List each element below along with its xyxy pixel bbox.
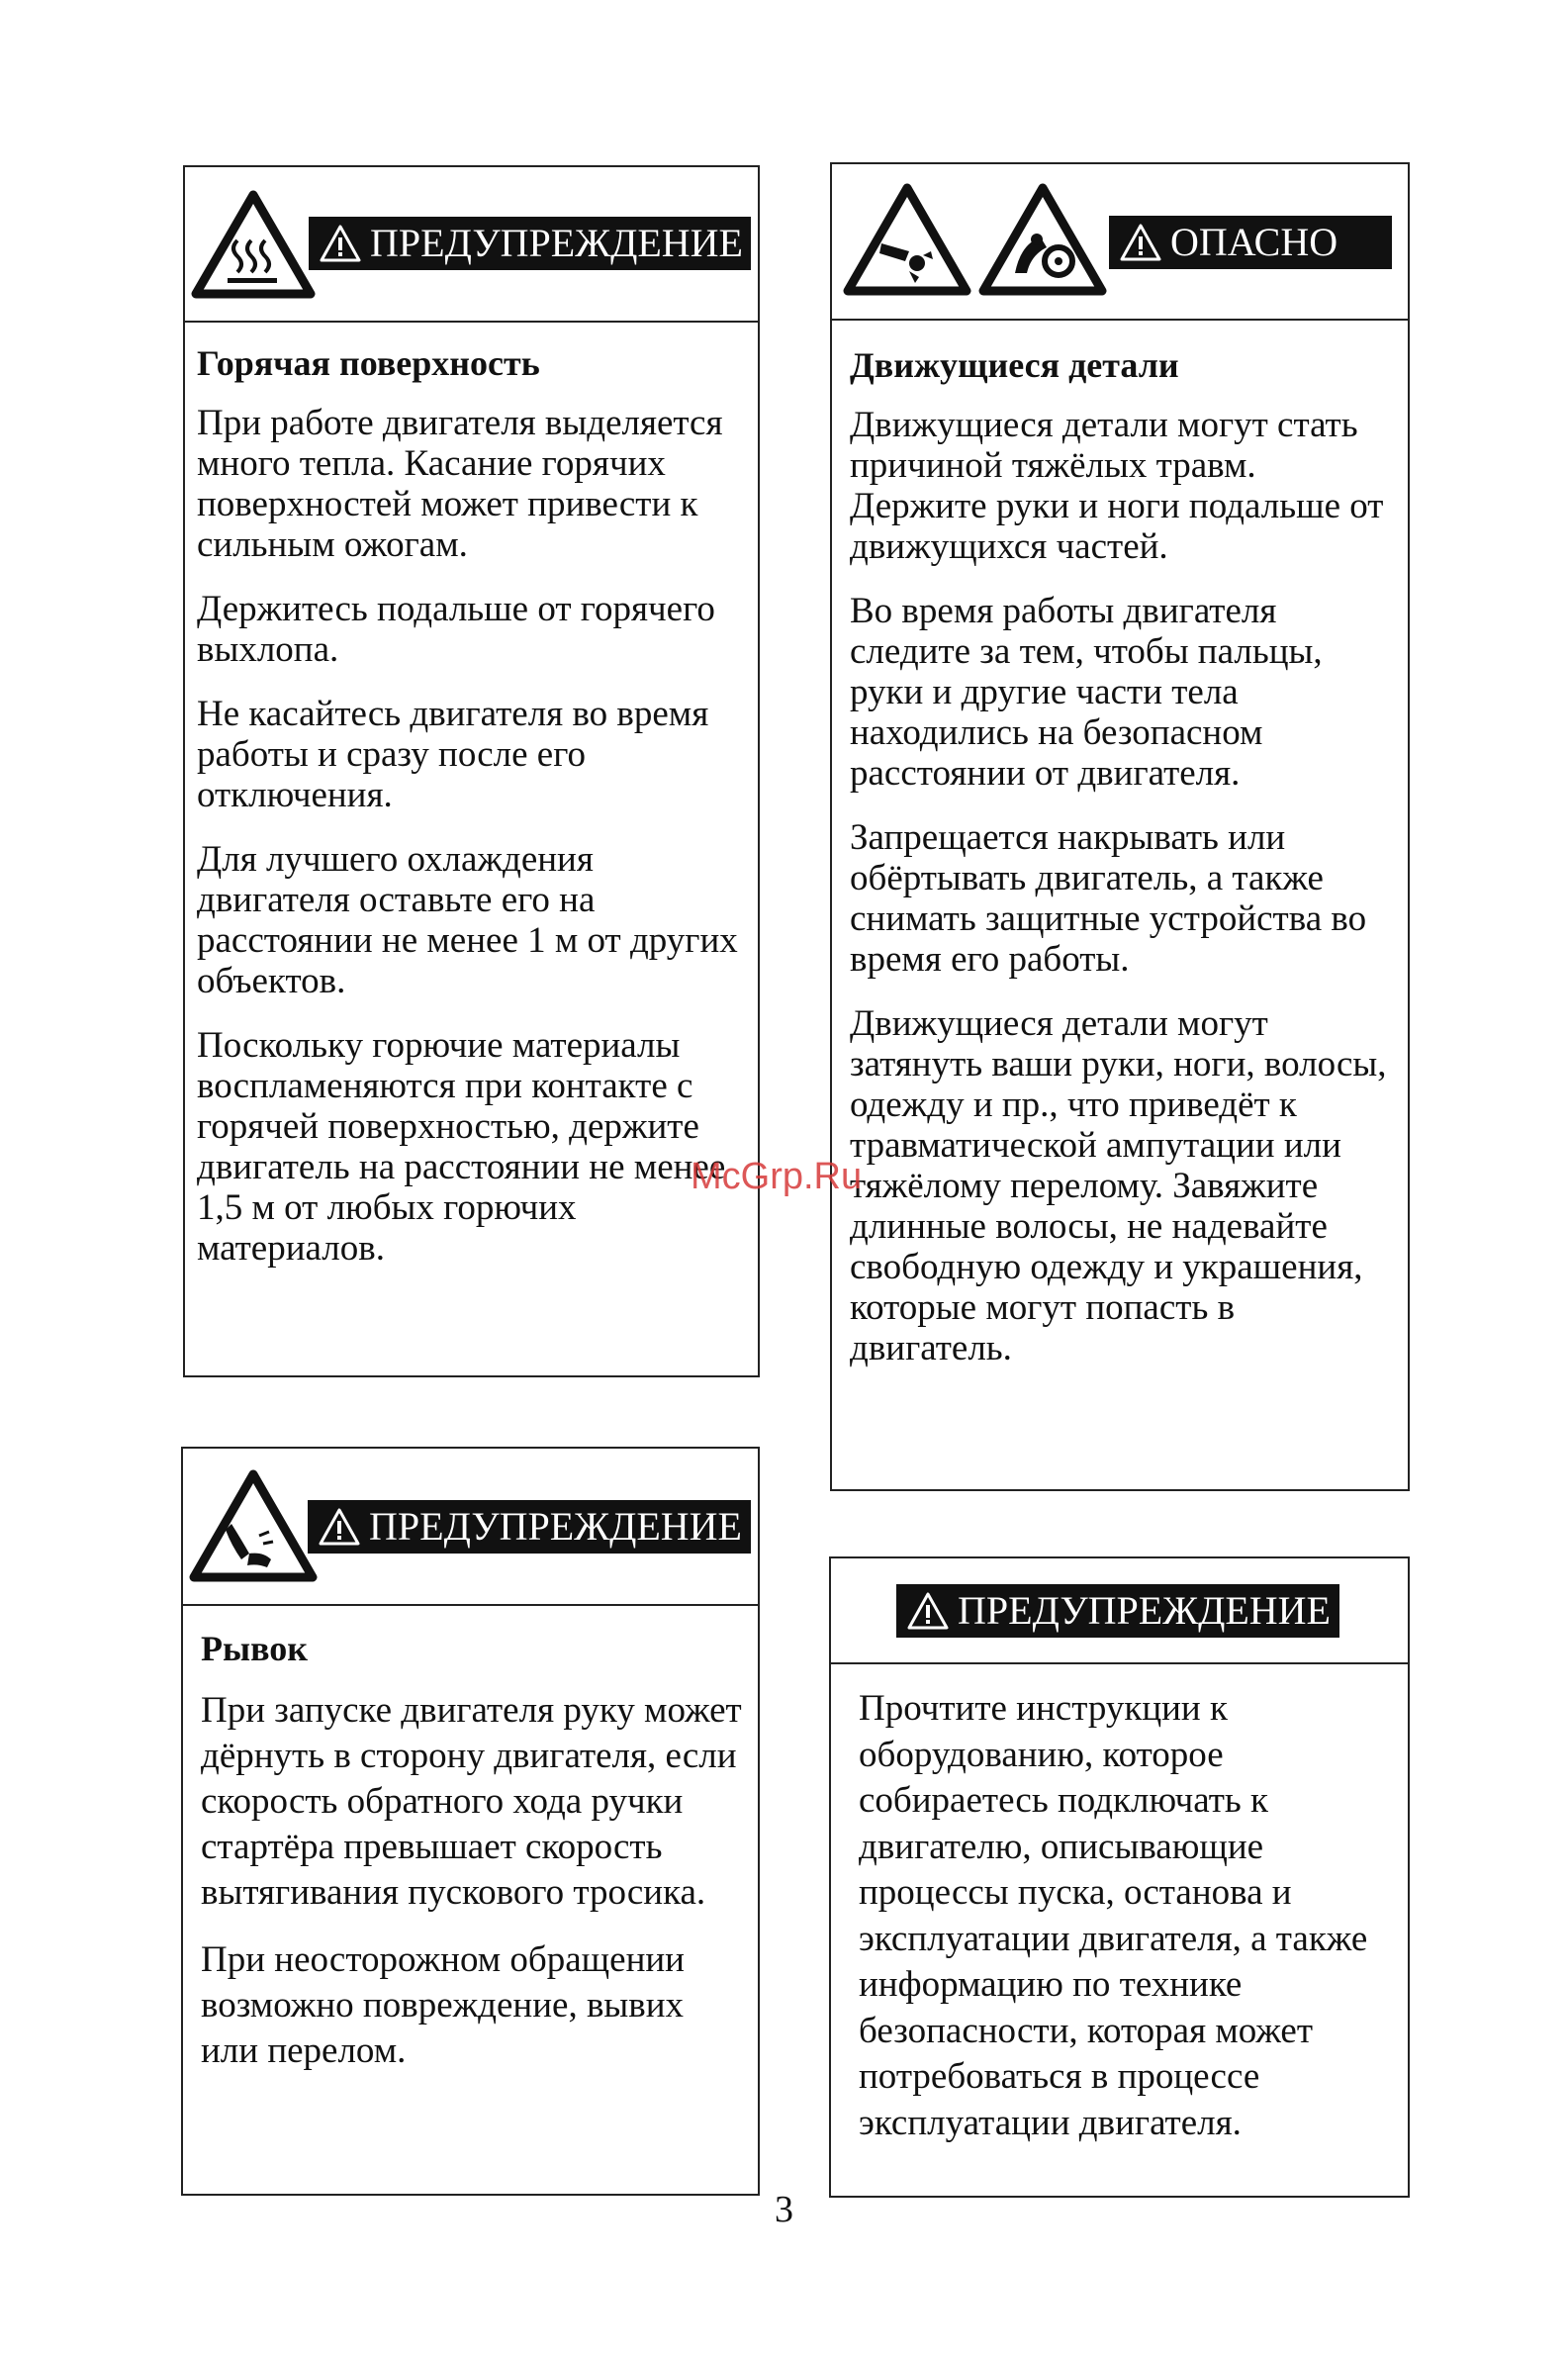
warning-body (185, 342, 758, 1269)
paragraph: При работе двигателя выделяется много тепла. Касание горячих поверхностей может привести к сильным ожогам. (197, 403, 723, 566)
signal-word-badge (1109, 216, 1392, 269)
paragraph: При запуске двигателя руку может дёрнуть в сторону двигателя, если скорость обратного хода ручки стартёра превышает скорость вытягивания пускового тросика. (201, 1690, 742, 1914)
paragraph: Держитесь подальше от горячего выхлопа. (197, 589, 715, 671)
signal-word: ОПАСНО (1170, 220, 1338, 264)
hot-surface-warning-box (183, 165, 760, 1377)
paragraph: При неосторожном обращении возможно повреждение, вывих или перелом. (201, 1939, 685, 2072)
section-heading: Рывок (201, 1629, 309, 1668)
paragraph: Прочтите инструкции к оборудованию, которое собираетесь подключать к двигателю, описывающие процессы пуска, останова и эксплуатации двигателя, а также информацию по технике безопасности, которая может потребоваться в процессе эксплуатации двигателя. (859, 1688, 1368, 2143)
danger-body (832, 344, 1408, 1368)
warning-header (185, 167, 758, 323)
signal-word: ПРЕДУПРЕЖДЕНИЕ (958, 1588, 1331, 1633)
signal-word-badge (896, 1584, 1339, 1638)
warning-header (183, 1449, 758, 1606)
paragraph: Во время работы двигателя следите за тем, чтобы пальцы, руки и другие части тела находились на безопасном расстоянии от двигателя. (850, 591, 1323, 795)
warning-header (831, 1558, 1408, 1664)
kickback-icon (188, 1468, 319, 1590)
warning-body (183, 1628, 758, 2074)
paragraph: Движущиеся детали могут стать причиной тяжёлых травм. Держите руки и ноги подальше от движущихся частей. (850, 405, 1384, 568)
section-heading: Горячая поверхность (197, 343, 540, 383)
paragraph: Запрещается накрывать или обёртывать двигатель, а также снимать защитные устройства во время его работы. (850, 817, 1367, 981)
paragraph: Поскольку горючие материалы воспламеняются при контакте с горячей поверхностью, держите двигатель на расстоянии не менее 1,5 м от любых горючих материалов. (197, 1025, 726, 1270)
read-instructions-warning-box (829, 1556, 1410, 2198)
kickback-warning-box (181, 1447, 760, 2196)
fan-blade-icon (842, 182, 972, 304)
signal-word-badge (309, 217, 751, 270)
danger-header (832, 164, 1408, 321)
signal-word: ПРЕДУПРЕЖДЕНИЕ (370, 221, 743, 265)
warning-body (831, 1686, 1408, 2146)
paragraph: Для лучшего охлаждения двигателя оставьте его на расстоянии не менее 1 м от других объектов. (197, 839, 738, 1002)
moving-parts-danger-box (830, 162, 1410, 1491)
signal-word: ПРЕДУПРЕЖДЕНИЕ (369, 1504, 742, 1549)
warning-triangle-icon (318, 1507, 361, 1547)
paragraph: Не касайтесь двигателя во время работы и сразу после его отключения. (197, 694, 709, 816)
section-heading: Движущиеся детали (850, 345, 1179, 385)
warning-triangle-icon (906, 1591, 950, 1631)
page-number: 3 (775, 2189, 793, 2230)
warning-triangle-icon (1119, 223, 1162, 262)
watermark: McGrp.Ru (691, 1156, 863, 1197)
hot-surface-icon (190, 189, 317, 305)
signal-word-badge (308, 1500, 751, 1554)
gear-entanglement-icon (977, 182, 1108, 304)
paragraph: Движущиеся детали могут затянуть ваши руки, ноги, волосы, одежду и пр., что приведёт к травматической ампутации или тяжёлому перелому. Завяжите длинные волосы, не надевайте свободную одежду и украшения, которые могут попасть в двигатель. (850, 1003, 1387, 1369)
warning-triangle-icon (319, 224, 362, 263)
